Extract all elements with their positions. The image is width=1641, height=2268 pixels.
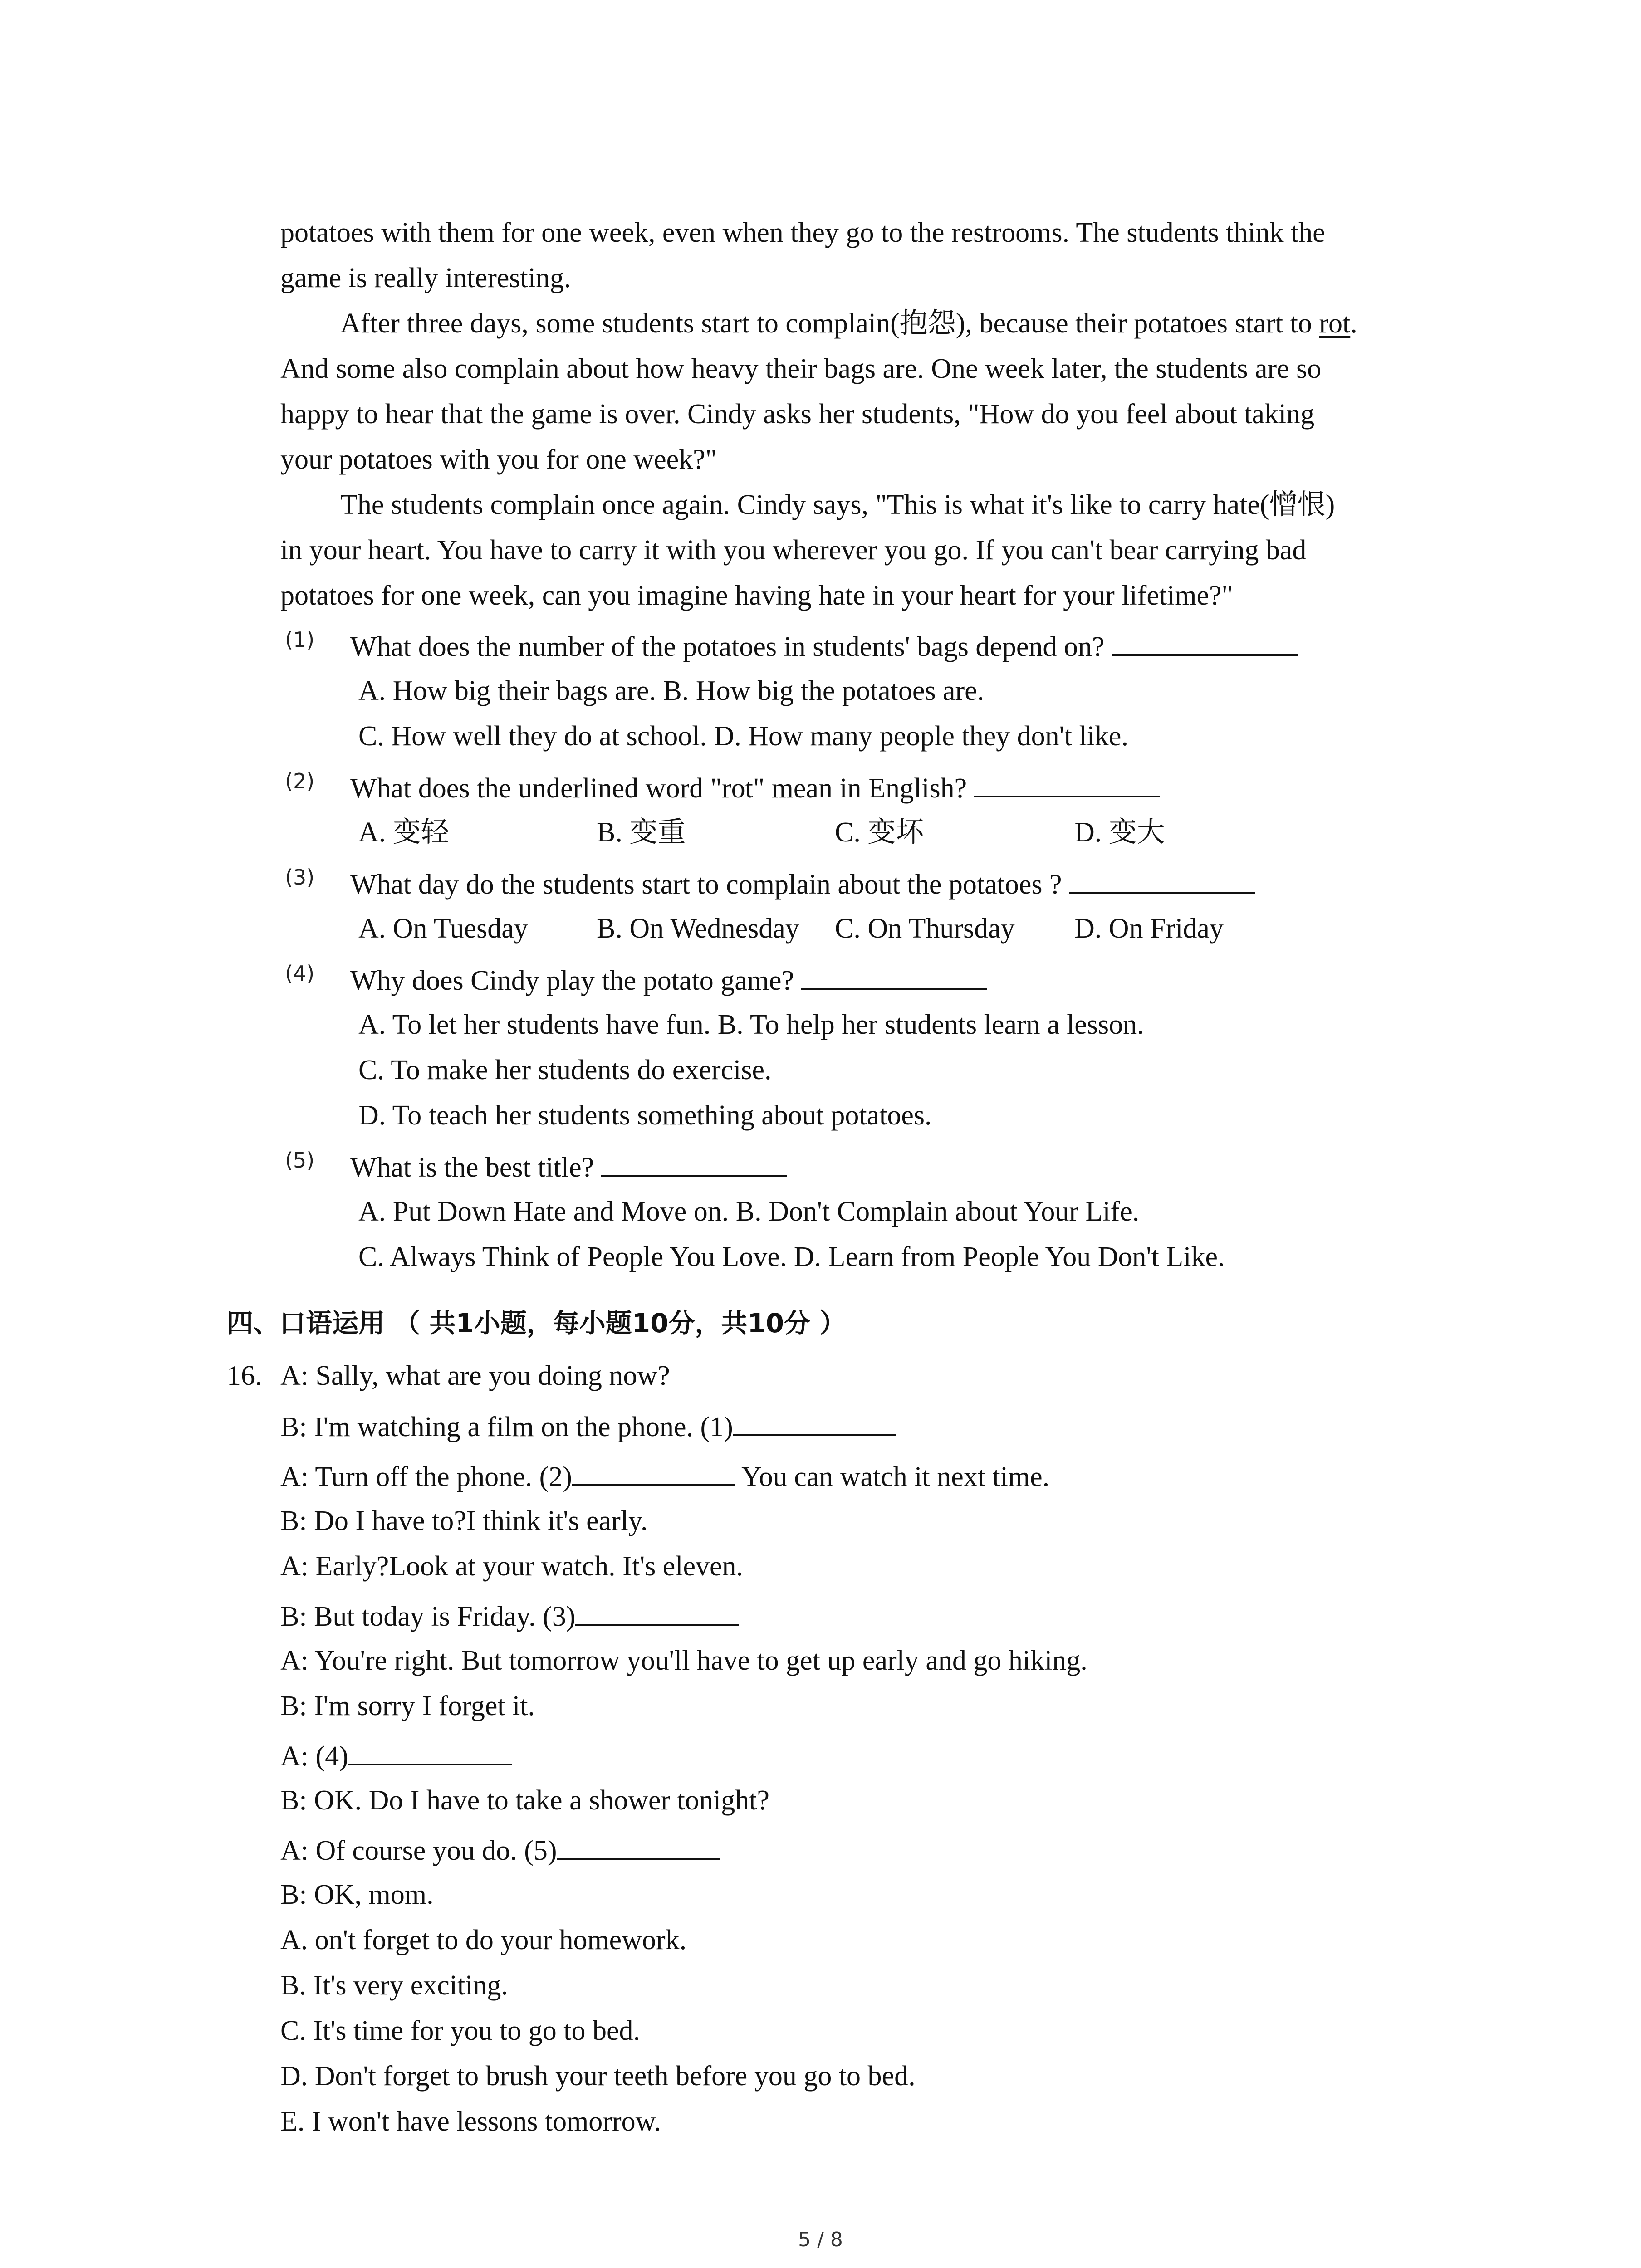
question-option: B. On Wednesday [597,913,799,944]
question-text: What day do the students start to complain about the potatoes ? [350,866,1255,901]
answer-blank[interactable] [1112,629,1298,656]
answer-blank[interactable] [557,1833,720,1860]
question-option: C. On Thursday [835,913,1015,944]
dialogue-line: B: I'm sorry I forget it. [280,1691,535,1721]
dialogue-option: D. Don't forget to brush your teeth before you go to bed. [280,2061,916,2092]
dialogue-line: B: I'm watching a film on the phone. (1) [280,1409,896,1444]
question-option: C. How well they do at school. D. How many people they don't like. [358,721,1128,752]
question-option: A. To let her students have fun. B. To help her students learn a lesson. [358,1009,1144,1040]
dialogue-option: B. It's very exciting. [280,1970,508,2001]
question-option: C. 变坏 [835,817,924,848]
dialogue-line: A: (4) [280,1738,512,1773]
page-number: 5 / 8 [798,2228,843,2251]
question-option: D. On Friday [1074,913,1224,944]
dialogue-line: A: Sally, what are you doing now? [280,1360,670,1391]
question-number: (5) [285,1148,315,1173]
question-option: C. Always Think of People You Love. D. Learn from People You Don't Like. [358,1242,1225,1272]
section-title: 四、口语运用 （ 共1小题，每小题10分，共10分 ） [227,1308,846,1339]
question-text: What does the number of the potatoes in students' bags depend on? [350,629,1298,664]
question-option: A. On Tuesday [358,913,528,944]
question-number: (4) [285,961,315,986]
question-option: A. Put Down Hate and Move on. B. Don't Complain about Your Life. [358,1196,1140,1227]
dialogue-option: A. on't forget to do your homework. [280,1925,687,1955]
passage-line: After three days, some students start to complain(抱怨), because their potatoes start to rot. [340,308,1357,339]
question-option: C. To make her students do exercise. [358,1055,772,1085]
question-number: 16. [227,1360,262,1391]
dialogue-line: A: You're right. But tomorrow you'll have to get up early and go hiking. [280,1645,1087,1676]
dialogue-option: E. I won't have lessons tomorrow. [280,2106,661,2137]
dialogue-option: C. It's time for you to go to bed. [280,2015,640,2046]
question-option-row [358,912,1224,945]
dialogue-line: A: Of course you do. (5) [280,1833,720,1867]
answer-blank[interactable] [575,1598,739,1626]
answer-blank[interactable] [601,1149,787,1177]
answer-blank[interactable] [974,770,1160,797]
answer-blank[interactable] [1069,866,1255,894]
question-number: (1) [285,627,315,652]
question-text: Why does Cindy play the potato game? [350,963,987,997]
passage-line: happy to hear that the game is over. Cindy asks her students, "How do you feel about taking [280,399,1315,430]
underlined-word-rot: rot [1319,308,1351,339]
question-number: (3) [285,865,315,890]
dialogue-line: B: But today is Friday. (3) [280,1598,739,1633]
dialogue-line: B: OK, mom. [280,1879,434,1910]
passage-line: in your heart. You have to carry it with you wherever you go. If you can't bear carrying bad [280,535,1307,566]
question-option: A. 变轻 [358,817,449,848]
question-option-row [358,816,1165,849]
question-option: A. How big their bags are. B. How big the potatoes are. [358,675,985,706]
passage-line: And some also complain about how heavy their bags are. One week later, the students are so [280,353,1322,384]
question-text: What is the best title? [350,1149,787,1184]
passage-line: potatoes with them for one week, even when they go to the restrooms. The students think the [280,217,1325,248]
dialogue-line: A: Early?Look at your watch. It's eleven. [280,1551,744,1582]
answer-blank[interactable] [801,963,987,990]
passage-line: potatoes for one week, can you imagine having hate in your heart for your lifetime?" [280,580,1233,611]
passage-line: your potatoes with you for one week?" [280,444,717,475]
dialogue-line: A: Turn off the phone. (2) You can watch it next time. [280,1459,1049,1494]
answer-blank[interactable] [572,1459,735,1486]
question-option: B. 变重 [597,817,686,848]
question-option: D. 变大 [1074,817,1165,848]
dialogue-line: B: Do I have to?I think it's early. [280,1505,648,1536]
dialogue-line: B: OK. Do I have to take a shower tonight? [280,1785,769,1816]
question-number: (2) [285,769,315,793]
passage-line: The students complain once again. Cindy says, "This is what it's like to carry hate(憎恨) [340,489,1335,520]
question-text: What does the underlined word "rot" mean in English? [350,770,1160,805]
answer-blank[interactable] [733,1409,896,1436]
passage-line: game is really interesting. [280,263,571,293]
question-option: D. To teach her students something about potatoes. [358,1100,932,1131]
answer-blank[interactable] [348,1738,512,1765]
